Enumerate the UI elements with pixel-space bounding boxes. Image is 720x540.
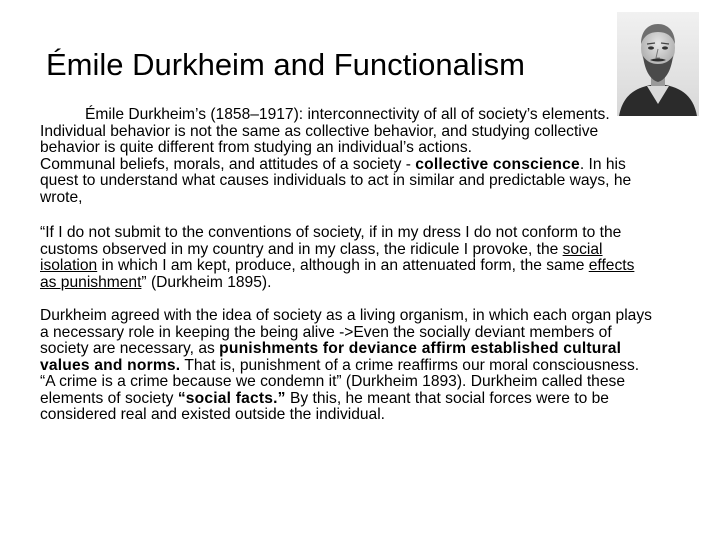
term-punishments-for-deviance: punishments for deviance affirm established cultural values and norms. (40, 340, 622, 374)
text-segment: “If I do not submit to the conventions of society, if in my dress I do not conform to the customs observed in my country and in my class, the ridicule I provoke, the (40, 224, 622, 258)
portrait-photo-icon (617, 12, 699, 116)
text-segment: . In his quest to understand what causes individuals to act in similar and predictable ways, he wrote, (40, 155, 632, 206)
text-segment: ” (Durkheim 1895). (141, 273, 272, 291)
term-collective-conscience: collective conscience (415, 155, 580, 173)
slide-title: Émile Durkheim and Functionalism (46, 47, 525, 82)
underlined-social-isolation: social isolation (40, 240, 603, 274)
text-segment: in which I am kept, produce, although in an attenuated form, the same (97, 257, 589, 274)
paragraph-social-facts (40, 308, 655, 424)
paragraph-overview: Émile Durkheim’s (1858–1917): interconnectivity of all of society’s elements. Individual behavior is not the same as collective behavior, and studying collective behavior is quite different from studying an individual’s actions. (40, 106, 610, 156)
paragraph-collective-conscience (40, 157, 655, 207)
text-segment: By this, he meant that social forces were to be considered real and existed outside the individual. (40, 389, 609, 423)
text-segment: Communal beliefs, morals, and attitudes of a society - (40, 155, 416, 173)
term-social-facts: “social facts.” (177, 389, 286, 407)
slide-body (40, 107, 655, 424)
underlined-effects-as-punishment: effects as punishment (40, 257, 635, 291)
paragraph-quote (40, 225, 655, 291)
text-segment: Durkheim agreed with the idea of society as a living organism, in which each organ plays a necessary role in keeping the being alive ->Even the socially deviant members of society are necessary, as (40, 307, 652, 357)
text-segment: That is, punishment of a crime reaffirms our moral consciousness. “A crime is a crime because we condemn it” (Durkheim 1893). Durkheim called these elements of society (40, 356, 640, 407)
